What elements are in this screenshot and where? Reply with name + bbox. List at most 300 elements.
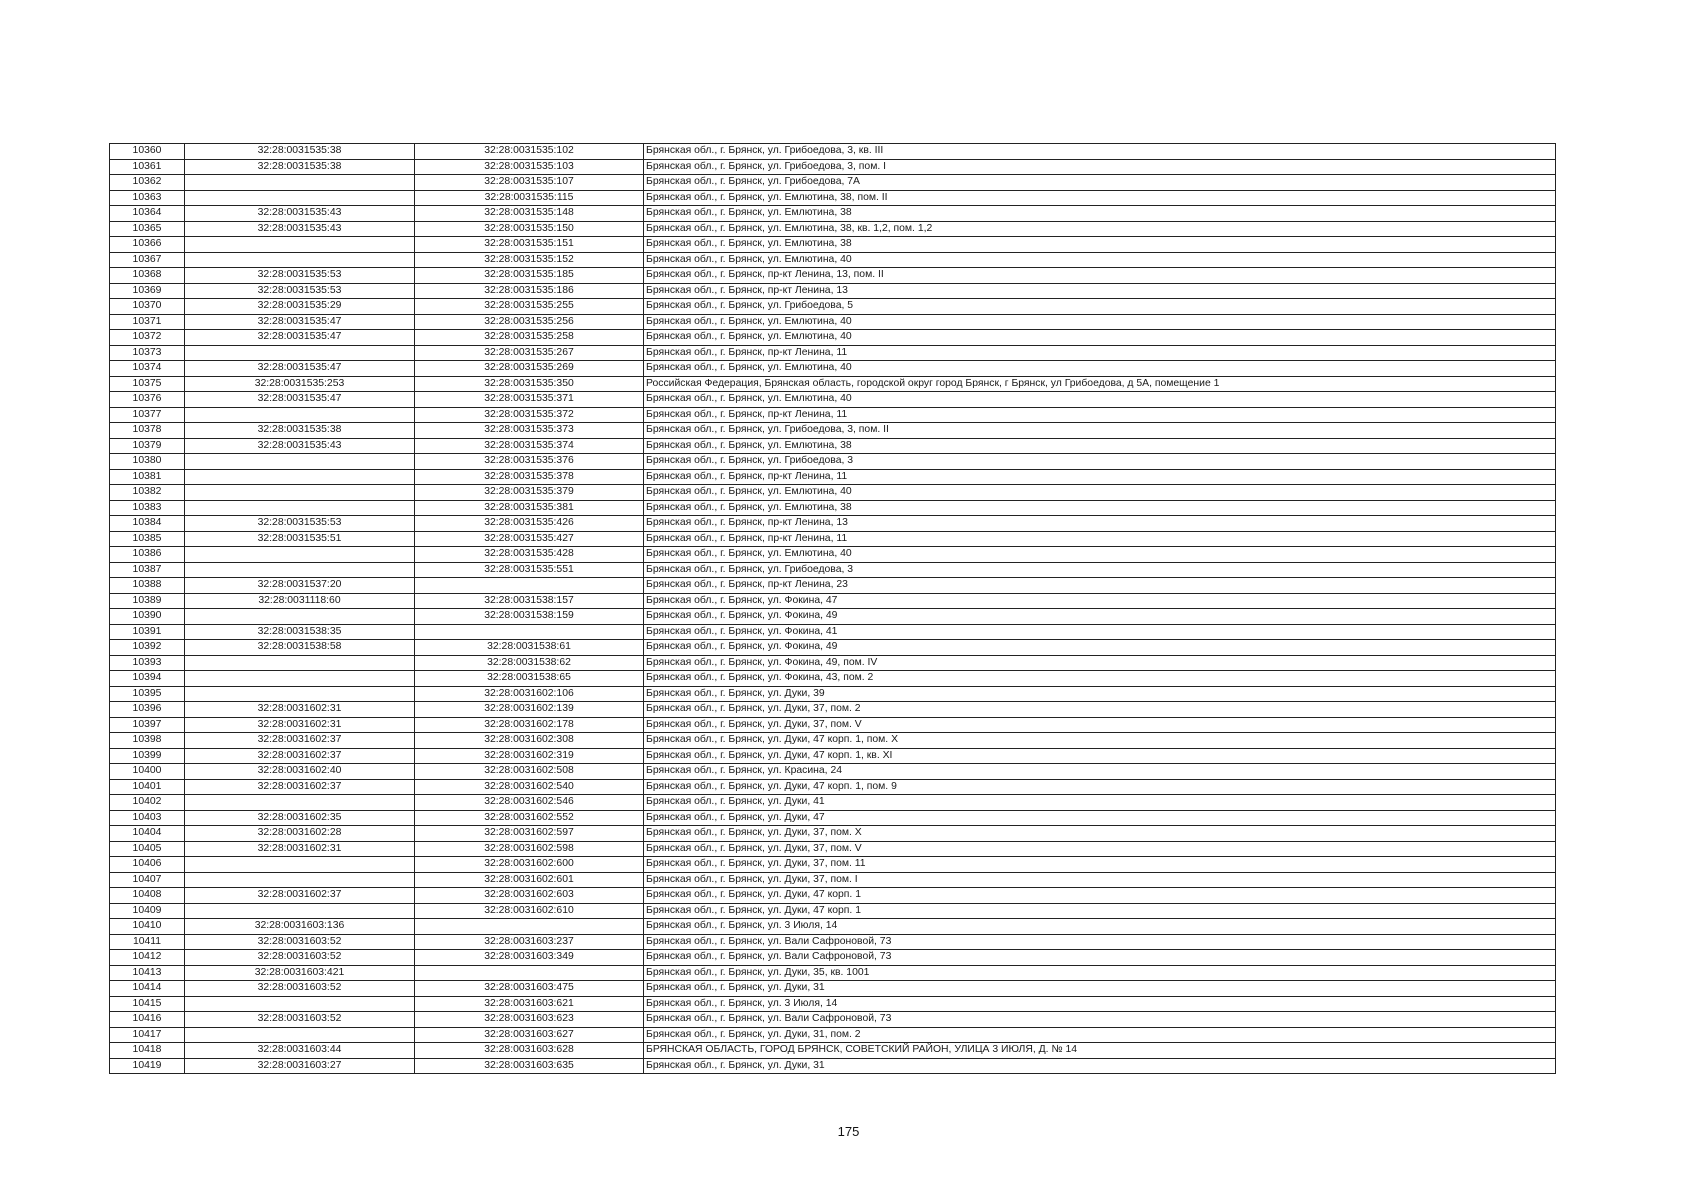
parent-cadastral-number-cell [185, 1027, 415, 1043]
address-cell: Брянская обл., г. Брянск, ул. Емлютина, 38 [644, 438, 1556, 454]
table-row [110, 562, 1556, 578]
table-row [110, 299, 1556, 315]
address-cell: Брянская обл., г. Брянск, ул. Дуки, 37, пом. V [644, 841, 1556, 857]
address-cell: Брянская обл., г. Брянск, ул. Фокина, 43, пом. 2 [644, 671, 1556, 687]
table-row [110, 686, 1556, 702]
table-row [110, 733, 1556, 749]
parent-cadastral-number-cell: 32:28:0031535:29 [185, 299, 415, 315]
address-cell: Брянская обл., г. Брянск, ул. Дуки, 31, пом. 2 [644, 1027, 1556, 1043]
row-number-cell: 10368 [110, 268, 185, 284]
row-number-cell: 10412 [110, 950, 185, 966]
cadastral-number-cell: 32:28:0031602:546 [415, 795, 644, 811]
cadastral-number-cell: 32:28:0031535:376 [415, 454, 644, 470]
parent-cadastral-number-cell [185, 485, 415, 501]
row-number-cell: 10397 [110, 717, 185, 733]
table-row [110, 593, 1556, 609]
cadastral-number-cell: 32:28:0031535:255 [415, 299, 644, 315]
cadastral-number-cell: 32:28:0031535:371 [415, 392, 644, 408]
table-row [110, 144, 1556, 160]
row-number-cell: 10407 [110, 872, 185, 888]
cadastral-number-cell [415, 919, 644, 935]
address-cell: Брянская обл., г. Брянск, ул. Дуки, 35, кв. 1001 [644, 965, 1556, 981]
table-row [110, 1012, 1556, 1028]
parent-cadastral-number-cell: 32:28:0031535:43 [185, 438, 415, 454]
row-number-cell: 10403 [110, 810, 185, 826]
address-cell: Брянская обл., г. Брянск, ул. Емлютина, 40 [644, 361, 1556, 377]
parent-cadastral-number-cell [185, 407, 415, 423]
table-row [110, 609, 1556, 625]
parent-cadastral-number-cell: 32:28:0031535:47 [185, 392, 415, 408]
address-cell: Брянская обл., г. Брянск, ул. Дуки, 31 [644, 1058, 1556, 1074]
table-row [110, 423, 1556, 439]
row-number-cell: 10361 [110, 159, 185, 175]
row-number-cell: 10399 [110, 748, 185, 764]
parent-cadastral-number-cell: 32:28:0031602:28 [185, 826, 415, 842]
address-cell: Брянская обл., г. Брянск, ул. Красина, 24 [644, 764, 1556, 780]
address-cell: Брянская обл., г. Брянск, ул. Грибоедова, 3, пом. I [644, 159, 1556, 175]
address-cell: Брянская обл., г. Брянск, ул. Дуки, 31 [644, 981, 1556, 997]
cadastral-number-cell: 32:28:0031535:151 [415, 237, 644, 253]
row-number-cell: 10380 [110, 454, 185, 470]
table-row [110, 1043, 1556, 1059]
parent-cadastral-number-cell: 32:28:0031603:27 [185, 1058, 415, 1074]
parent-cadastral-number-cell [185, 903, 415, 919]
table-row [110, 330, 1556, 346]
address-cell: Брянская обл., г. Брянск, ул. Емлютина, 40 [644, 252, 1556, 268]
row-number-cell: 10386 [110, 547, 185, 563]
address-cell: Брянская обл., г. Брянск, ул. Емлютина, 40 [644, 314, 1556, 330]
address-cell: Брянская обл., г. Брянск, ул. Дуки, 47 корп. 1, пом. X [644, 733, 1556, 749]
row-number-cell: 10419 [110, 1058, 185, 1074]
cadastral-number-cell: 32:28:0031602:139 [415, 702, 644, 718]
cadastral-number-cell: 32:28:0031602:106 [415, 686, 644, 702]
parent-cadastral-number-cell: 32:28:0031603:136 [185, 919, 415, 935]
table-row [110, 237, 1556, 253]
address-cell: Брянская обл., г. Брянск, ул. Грибоедова, 3 [644, 562, 1556, 578]
address-cell: Брянская обл., г. Брянск, ул. Емлютина, 38 [644, 500, 1556, 516]
address-cell: Брянская обл., г. Брянск, ул. Дуки, 47 корп. 1 [644, 888, 1556, 904]
cadastral-number-cell: 32:28:0031602:610 [415, 903, 644, 919]
row-number-cell: 10360 [110, 144, 185, 160]
row-number-cell: 10379 [110, 438, 185, 454]
parent-cadastral-number-cell: 32:28:0031603:421 [185, 965, 415, 981]
row-number-cell: 10384 [110, 516, 185, 532]
row-number-cell: 10382 [110, 485, 185, 501]
parent-cadastral-number-cell: 32:28:0031538:35 [185, 624, 415, 640]
address-cell: Брянская обл., г. Брянск, ул. Вали Сафроновой, 73 [644, 1012, 1556, 1028]
parent-cadastral-number-cell: 32:28:0031535:53 [185, 283, 415, 299]
table-row [110, 531, 1556, 547]
cadastral-number-cell [415, 965, 644, 981]
cadastral-number-cell: 32:28:0031535:185 [415, 268, 644, 284]
parent-cadastral-number-cell [185, 547, 415, 563]
row-number-cell: 10387 [110, 562, 185, 578]
cadastral-number-cell: 32:28:0031535:267 [415, 345, 644, 361]
table-row [110, 795, 1556, 811]
row-number-cell: 10365 [110, 221, 185, 237]
address-cell: Брянская обл., г. Брянск, пр-кт Ленина, 11 [644, 345, 1556, 361]
row-number-cell: 10370 [110, 299, 185, 315]
cadastral-number-cell: 32:28:0031535:102 [415, 144, 644, 160]
parent-cadastral-number-cell: 32:28:0031535:47 [185, 330, 415, 346]
row-number-cell: 10413 [110, 965, 185, 981]
row-number-cell: 10405 [110, 841, 185, 857]
row-number-cell: 10400 [110, 764, 185, 780]
parent-cadastral-number-cell: 32:28:0031603:44 [185, 1043, 415, 1059]
row-number-cell: 10392 [110, 640, 185, 656]
row-number-cell: 10410 [110, 919, 185, 935]
table-row [110, 903, 1556, 919]
row-number-cell: 10404 [110, 826, 185, 842]
row-number-cell: 10393 [110, 655, 185, 671]
table-row [110, 175, 1556, 191]
table-row [110, 671, 1556, 687]
cadastral-number-cell: 32:28:0031535:107 [415, 175, 644, 191]
address-cell: Брянская обл., г. Брянск, ул. Дуки, 37, пом. V [644, 717, 1556, 733]
address-cell: Брянская обл., г. Брянск, ул. Грибоедова, 3 [644, 454, 1556, 470]
row-number-cell: 10389 [110, 593, 185, 609]
cadastral-number-cell: 32:28:0031602:508 [415, 764, 644, 780]
cadastral-number-cell: 32:28:0031535:148 [415, 206, 644, 222]
row-number-cell: 10374 [110, 361, 185, 377]
registry-table-body [110, 144, 1556, 1074]
parent-cadastral-number-cell: 32:28:0031535:38 [185, 159, 415, 175]
cadastral-number-cell: 32:28:0031535:372 [415, 407, 644, 423]
address-cell: Брянская обл., г. Брянск, пр-кт Ленина, 13, пом. II [644, 268, 1556, 284]
parent-cadastral-number-cell: 32:28:0031602:40 [185, 764, 415, 780]
address-cell: Брянская обл., г. Брянск, ул. Дуки, 47 [644, 810, 1556, 826]
row-number-cell: 10391 [110, 624, 185, 640]
row-number-cell: 10383 [110, 500, 185, 516]
cadastral-number-cell: 32:28:0031535:269 [415, 361, 644, 377]
parent-cadastral-number-cell: 32:28:0031535:53 [185, 516, 415, 532]
cadastral-number-cell: 32:28:0031535:551 [415, 562, 644, 578]
parent-cadastral-number-cell: 32:28:0031602:35 [185, 810, 415, 826]
parent-cadastral-number-cell: 32:28:0031535:51 [185, 531, 415, 547]
cadastral-number-cell: 32:28:0031535:378 [415, 469, 644, 485]
row-number-cell: 10411 [110, 934, 185, 950]
table-row [110, 764, 1556, 780]
cadastral-number-cell [415, 624, 644, 640]
cadastral-number-cell: 32:28:0031535:379 [415, 485, 644, 501]
address-cell: Брянская обл., г. Брянск, ул. Емлютина, 38, пом. II [644, 190, 1556, 206]
address-cell: Брянская обл., г. Брянск, пр-кт Ленина, 13 [644, 516, 1556, 532]
cadastral-number-cell: 32:28:0031535:427 [415, 531, 644, 547]
table-row [110, 252, 1556, 268]
parent-cadastral-number-cell: 32:28:0031535:53 [185, 268, 415, 284]
table-row [110, 702, 1556, 718]
cadastral-number-cell: 32:28:0031538:157 [415, 593, 644, 609]
table-row [110, 996, 1556, 1012]
table-row [110, 888, 1556, 904]
cadastral-number-cell: 32:28:0031603:621 [415, 996, 644, 1012]
row-number-cell: 10375 [110, 376, 185, 392]
table-row [110, 655, 1556, 671]
parent-cadastral-number-cell: 32:28:0031602:37 [185, 779, 415, 795]
page-number: 175 [837, 1124, 860, 1139]
cadastral-number-cell: 32:28:0031602:540 [415, 779, 644, 795]
cadastral-number-cell: 32:28:0031535:256 [415, 314, 644, 330]
cadastral-number-cell: 32:28:0031535:426 [415, 516, 644, 532]
row-number-cell: 10390 [110, 609, 185, 625]
address-cell: Брянская обл., г. Брянск, ул. Емлютина, 40 [644, 330, 1556, 346]
cadastral-number-cell: 32:28:0031535:373 [415, 423, 644, 439]
address-cell: Брянская обл., г. Брянск, ул. Емлютина, 38, кв. 1,2, пом. 1,2 [644, 221, 1556, 237]
address-cell: Брянская обл., г. Брянск, ул. Дуки, 37, пом. 2 [644, 702, 1556, 718]
table-row [110, 268, 1556, 284]
table-row [110, 857, 1556, 873]
parent-cadastral-number-cell: 32:28:0031535:38 [185, 423, 415, 439]
parent-cadastral-number-cell [185, 686, 415, 702]
parent-cadastral-number-cell: 32:28:0031602:37 [185, 888, 415, 904]
parent-cadastral-number-cell [185, 996, 415, 1012]
row-number-cell: 10376 [110, 392, 185, 408]
row-number-cell: 10418 [110, 1043, 185, 1059]
address-cell: Брянская обл., г. Брянск, ул. Грибоедова, 3, пом. II [644, 423, 1556, 439]
parent-cadastral-number-cell: 32:28:0031535:43 [185, 221, 415, 237]
address-cell: Брянская обл., г. Брянск, ул. Емлютина, 40 [644, 485, 1556, 501]
address-cell: Брянская обл., г. Брянск, пр-кт Ленина, 13 [644, 283, 1556, 299]
cadastral-number-cell: 32:28:0031535:428 [415, 547, 644, 563]
address-cell: БРЯНСКАЯ ОБЛАСТЬ, ГОРОД БРЯНСК, СОВЕТСКИЙ РАЙОН, УЛИЦА 3 ИЮЛЯ, Д. № 14 [644, 1043, 1556, 1059]
cadastral-number-cell: 32:28:0031603:635 [415, 1058, 644, 1074]
row-number-cell: 10394 [110, 671, 185, 687]
row-number-cell: 10364 [110, 206, 185, 222]
parent-cadastral-number-cell [185, 795, 415, 811]
row-number-cell: 10409 [110, 903, 185, 919]
cadastral-number-cell: 32:28:0031535:150 [415, 221, 644, 237]
parent-cadastral-number-cell: 32:28:0031535:43 [185, 206, 415, 222]
address-cell: Брянская обл., г. Брянск, ул. Грибоедова, 3, кв. III [644, 144, 1556, 160]
parent-cadastral-number-cell [185, 345, 415, 361]
row-number-cell: 10415 [110, 996, 185, 1012]
cadastral-number-cell: 32:28:0031602:308 [415, 733, 644, 749]
table-row [110, 283, 1556, 299]
row-number-cell: 10396 [110, 702, 185, 718]
cadastral-number-cell: 32:28:0031535:152 [415, 252, 644, 268]
table-row [110, 376, 1556, 392]
cadastral-number-cell: 32:28:0031535:186 [415, 283, 644, 299]
address-cell: Брянская обл., г. Брянск, ул. Емлютина, 40 [644, 547, 1556, 563]
row-number-cell: 10388 [110, 578, 185, 594]
table-row [110, 345, 1556, 361]
cadastral-number-cell: 32:28:0031602:597 [415, 826, 644, 842]
parent-cadastral-number-cell: 32:28:0031603:52 [185, 981, 415, 997]
address-cell: Брянская обл., г. Брянск, пр-кт Ленина, 11 [644, 469, 1556, 485]
cadastral-number-cell: 32:28:0031535:350 [415, 376, 644, 392]
address-cell: Брянская обл., г. Брянск, ул. Фокина, 47 [644, 593, 1556, 609]
address-cell: Российская Федерация, Брянская область, городской округ город Брянск, г Брянск, ул Грибоедова, д 5А, помещение 1 [644, 376, 1556, 392]
address-cell: Брянская обл., г. Брянск, ул. Вали Сафроновой, 73 [644, 950, 1556, 966]
parent-cadastral-number-cell: 32:28:0031602:37 [185, 733, 415, 749]
address-cell: Брянская обл., г. Брянск, пр-кт Ленина, 11 [644, 407, 1556, 423]
row-number-cell: 10363 [110, 190, 185, 206]
table-row [110, 159, 1556, 175]
row-number-cell: 10398 [110, 733, 185, 749]
row-number-cell: 10416 [110, 1012, 185, 1028]
table-row [110, 1058, 1556, 1074]
parent-cadastral-number-cell [185, 857, 415, 873]
row-number-cell: 10366 [110, 237, 185, 253]
address-cell: Брянская обл., г. Брянск, ул. Фокина, 49 [644, 609, 1556, 625]
cadastral-number-cell: 32:28:0031603:237 [415, 934, 644, 950]
table-row [110, 547, 1556, 563]
cadastral-number-cell: 32:28:0031603:627 [415, 1027, 644, 1043]
parent-cadastral-number-cell: 32:28:0031535:47 [185, 361, 415, 377]
parent-cadastral-number-cell: 32:28:0031535:47 [185, 314, 415, 330]
parent-cadastral-number-cell [185, 562, 415, 578]
row-number-cell: 10373 [110, 345, 185, 361]
table-row [110, 407, 1556, 423]
table-row [110, 500, 1556, 516]
table-row [110, 981, 1556, 997]
parent-cadastral-number-cell [185, 469, 415, 485]
parent-cadastral-number-cell [185, 500, 415, 516]
parent-cadastral-number-cell [185, 252, 415, 268]
address-cell: Брянская обл., г. Брянск, ул. Дуки, 37, пом. I [644, 872, 1556, 888]
parent-cadastral-number-cell [185, 671, 415, 687]
table-row [110, 640, 1556, 656]
address-cell: Брянская обл., г. Брянск, ул. Дуки, 41 [644, 795, 1556, 811]
cadastral-number-cell: 32:28:0031602:319 [415, 748, 644, 764]
parent-cadastral-number-cell: 32:28:0031118:60 [185, 593, 415, 609]
address-cell: Брянская обл., г. Брянск, ул. Фокина, 41 [644, 624, 1556, 640]
row-number-cell: 10381 [110, 469, 185, 485]
cadastral-number-cell: 32:28:0031538:62 [415, 655, 644, 671]
row-number-cell: 10414 [110, 981, 185, 997]
address-cell: Брянская обл., г. Брянск, пр-кт Ленина, 11 [644, 531, 1556, 547]
parent-cadastral-number-cell: 32:28:0031537:20 [185, 578, 415, 594]
row-number-cell: 10408 [110, 888, 185, 904]
table-row [110, 578, 1556, 594]
parent-cadastral-number-cell: 32:28:0031535:253 [185, 376, 415, 392]
table-row [110, 810, 1556, 826]
table-row [110, 206, 1556, 222]
parent-cadastral-number-cell [185, 175, 415, 191]
table-row [110, 872, 1556, 888]
row-number-cell: 10362 [110, 175, 185, 191]
cadastral-number-cell: 32:28:0031538:61 [415, 640, 644, 656]
parent-cadastral-number-cell [185, 655, 415, 671]
parent-cadastral-number-cell [185, 872, 415, 888]
parent-cadastral-number-cell: 32:28:0031603:52 [185, 950, 415, 966]
parent-cadastral-number-cell: 32:28:0031602:37 [185, 748, 415, 764]
table-row [110, 361, 1556, 377]
cadastral-number-cell: 32:28:0031535:115 [415, 190, 644, 206]
table-row [110, 516, 1556, 532]
row-number-cell: 10417 [110, 1027, 185, 1043]
table-row [110, 965, 1556, 981]
address-cell: Брянская обл., г. Брянск, ул. Дуки, 37, пом. 11 [644, 857, 1556, 873]
cadastral-number-cell: 32:28:0031538:159 [415, 609, 644, 625]
table-row [110, 934, 1556, 950]
table-row [110, 221, 1556, 237]
address-cell: Брянская обл., г. Брянск, ул. Емлютина, 38 [644, 206, 1556, 222]
table-row [110, 1027, 1556, 1043]
table-row [110, 469, 1556, 485]
cadastral-number-cell: 32:28:0031602:600 [415, 857, 644, 873]
cadastral-number-cell: 32:28:0031603:349 [415, 950, 644, 966]
table-row [110, 624, 1556, 640]
address-cell: Брянская обл., г. Брянск, ул. 3 Июля, 14 [644, 919, 1556, 935]
address-cell: Брянская обл., г. Брянск, ул. Фокина, 49, пом. IV [644, 655, 1556, 671]
parent-cadastral-number-cell: 32:28:0031538:58 [185, 640, 415, 656]
cadastral-number-cell: 32:28:0031535:381 [415, 500, 644, 516]
parent-cadastral-number-cell: 32:28:0031602:31 [185, 717, 415, 733]
address-cell: Брянская обл., г. Брянск, ул. Емлютина, 40 [644, 392, 1556, 408]
table-row [110, 392, 1556, 408]
cadastral-number-cell: 32:28:0031602:598 [415, 841, 644, 857]
address-cell: Брянская обл., г. Брянск, ул. Грибоедова, 5 [644, 299, 1556, 315]
registry-table [109, 143, 1556, 1074]
row-number-cell: 10385 [110, 531, 185, 547]
table-row [110, 438, 1556, 454]
address-cell: Брянская обл., г. Брянск, ул. Дуки, 39 [644, 686, 1556, 702]
cadastral-number-cell: 32:28:0031602:603 [415, 888, 644, 904]
row-number-cell: 10367 [110, 252, 185, 268]
parent-cadastral-number-cell: 32:28:0031602:31 [185, 702, 415, 718]
table-row [110, 190, 1556, 206]
address-cell: Брянская обл., г. Брянск, ул. Фокина, 49 [644, 640, 1556, 656]
table-row [110, 454, 1556, 470]
address-cell: Брянская обл., г. Брянск, пр-кт Ленина, 23 [644, 578, 1556, 594]
row-number-cell: 10378 [110, 423, 185, 439]
table-row [110, 919, 1556, 935]
parent-cadastral-number-cell: 32:28:0031602:31 [185, 841, 415, 857]
address-cell: Брянская обл., г. Брянск, ул. Дуки, 47 корп. 1, кв. XI [644, 748, 1556, 764]
cadastral-number-cell: 32:28:0031538:65 [415, 671, 644, 687]
table-row [110, 826, 1556, 842]
cadastral-number-cell: 32:28:0031602:601 [415, 872, 644, 888]
parent-cadastral-number-cell [185, 609, 415, 625]
address-cell: Брянская обл., г. Брянск, ул. Дуки, 37, пом. X [644, 826, 1556, 842]
parent-cadastral-number-cell [185, 190, 415, 206]
parent-cadastral-number-cell: 32:28:0031603:52 [185, 934, 415, 950]
cadastral-number-cell: 32:28:0031603:628 [415, 1043, 644, 1059]
table-row [110, 485, 1556, 501]
table-row [110, 717, 1556, 733]
row-number-cell: 10371 [110, 314, 185, 330]
row-number-cell: 10372 [110, 330, 185, 346]
parent-cadastral-number-cell [185, 454, 415, 470]
cadastral-number-cell: 32:28:0031535:374 [415, 438, 644, 454]
cadastral-number-cell [415, 578, 644, 594]
row-number-cell: 10377 [110, 407, 185, 423]
cadastral-number-cell: 32:28:0031603:475 [415, 981, 644, 997]
table-row [110, 314, 1556, 330]
table-row [110, 748, 1556, 764]
row-number-cell: 10402 [110, 795, 185, 811]
row-number-cell: 10395 [110, 686, 185, 702]
address-cell: Брянская обл., г. Брянск, ул. Грибоедова, 7А [644, 175, 1556, 191]
row-number-cell: 10401 [110, 779, 185, 795]
address-cell: Брянская обл., г. Брянск, ул. Дуки, 47 корп. 1 [644, 903, 1556, 919]
parent-cadastral-number-cell: 32:28:0031535:38 [185, 144, 415, 160]
cadastral-number-cell: 32:28:0031603:623 [415, 1012, 644, 1028]
address-cell: Брянская обл., г. Брянск, ул. Вали Сафроновой, 73 [644, 934, 1556, 950]
cadastral-number-cell: 32:28:0031602:178 [415, 717, 644, 733]
row-number-cell: 10406 [110, 857, 185, 873]
row-number-cell: 10369 [110, 283, 185, 299]
table-row [110, 950, 1556, 966]
address-cell: Брянская обл., г. Брянск, ул. Дуки, 47 корп. 1, пом. 9 [644, 779, 1556, 795]
cadastral-number-cell: 32:28:0031602:552 [415, 810, 644, 826]
cadastral-number-cell: 32:28:0031535:258 [415, 330, 644, 346]
address-cell: Брянская обл., г. Брянск, ул. 3 Июля, 14 [644, 996, 1556, 1012]
table-row [110, 841, 1556, 857]
address-cell: Брянская обл., г. Брянск, ул. Емлютина, 38 [644, 237, 1556, 253]
parent-cadastral-number-cell: 32:28:0031603:52 [185, 1012, 415, 1028]
